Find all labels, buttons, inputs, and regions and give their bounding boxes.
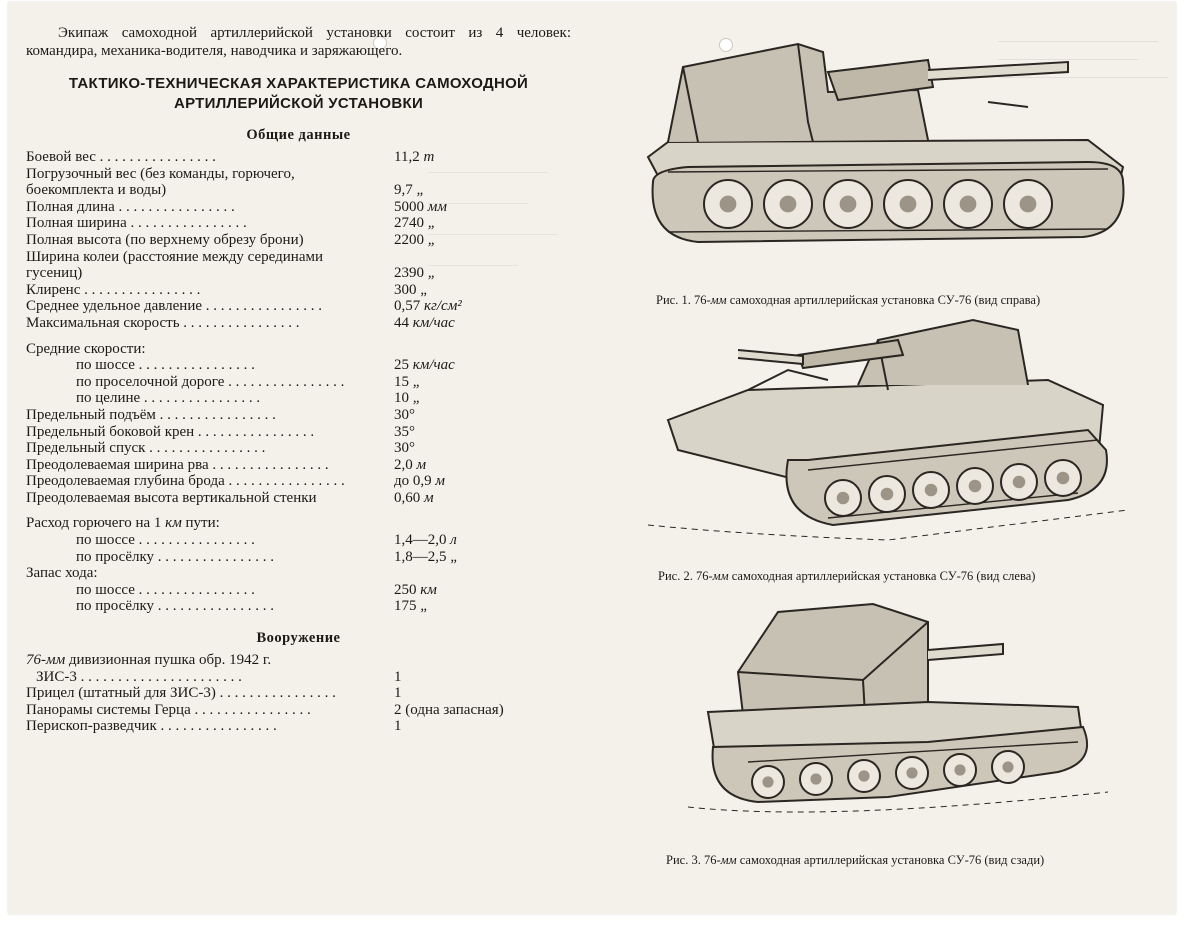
fuel-specs (26, 532, 571, 565)
spec-label: Ширина колеи (расстояние между серединами гусениц) (26, 248, 323, 282)
spec-row (26, 282, 571, 299)
spec-row (26, 298, 571, 315)
wheel-hub (969, 480, 982, 493)
wheel-hub (1013, 476, 1026, 489)
spec-value: 175 „ (394, 598, 429, 615)
speed-row (26, 390, 571, 407)
fuel-heading: Расход горючего на 1 км пути: (26, 515, 220, 532)
spec-label: Прицел (штатный для ЗИС-3) . . . . . . . . . . . . . . . . (26, 685, 336, 702)
spec-label: по проселочной дороге . . . . . . . . . . . . . . . . (76, 373, 345, 390)
terrain-row (26, 473, 571, 490)
terrain-row (26, 457, 571, 474)
gun-row-2: ЗИС-3 . . . . . . . . . . . . . . . . . . . . . . 1 (36, 668, 402, 685)
speed-row (26, 357, 571, 374)
spec-value: 35° (394, 423, 415, 440)
spec-label: по просёлку . . . . . . . . . . . . . . . . (76, 598, 275, 615)
speed-specs (26, 357, 571, 407)
spec-label: Преодолеваемая глубина брода . . . . . . . . . . . . . . . . (26, 473, 345, 490)
wheel-hub (762, 776, 773, 787)
spec-row (26, 315, 571, 332)
wheel-hub (720, 196, 737, 213)
wheel-hub (1020, 196, 1037, 213)
section-title: ТАКТИКО-ТЕХНИЧЕСКАЯ ХАРАКТЕРИСТИКА САМОХОДНОЙ АРТИЛЛЕРИЙСКОЙ УСТАНОВКИ (68, 75, 529, 112)
spec-value: 30° (394, 440, 415, 457)
figure-2-caption: Рис. 2. 76-мм самоходная артиллерийская установка СУ-76 (вид слева) (658, 569, 1036, 583)
spec-value: 2740 „ (394, 215, 437, 232)
figure-1-tank-right-view (628, 32, 1148, 272)
spec-label: Предельный боковой крен . . . . . . . . . . . . . . . . (26, 423, 315, 440)
spec-label: Полная высота (по верхнему обрезу брони) (26, 231, 304, 248)
spec-value: 1,4—2,0 л (394, 532, 457, 549)
armament-row (26, 702, 571, 719)
spec-label: Полная длина . . . . . . . . . . . . . . . . (26, 198, 235, 215)
spec-value: 1,8—2,5 „ (394, 548, 459, 565)
spec-value: до 0,9 м (394, 473, 445, 490)
spec-value: 300 „ (394, 281, 429, 298)
spec-value: 2200 „ (394, 231, 437, 248)
general-specs (26, 149, 571, 332)
terrain-row (26, 424, 571, 441)
spec-label: по шоссе . . . . . . . . . . . . . . . . (76, 357, 255, 374)
spec-label: Преодолеваемая высота вертикальной стенки (26, 489, 317, 506)
spec-label: по шоссе . . . . . . . . . . . . . . . . (76, 532, 255, 549)
wheel-hub (1002, 761, 1013, 772)
spec-label: по целине . . . . . . . . . . . . . . . . (76, 390, 261, 407)
speed-row (26, 374, 571, 391)
armament-row (26, 718, 571, 735)
wheel-hub (960, 196, 977, 213)
spec-label: Предельный подъём . . . . . . . . . . . . . . . . (26, 406, 276, 423)
wheel-hub (906, 767, 917, 778)
spec-value: 250 км (394, 581, 437, 598)
spec-row (26, 215, 571, 232)
speeds-heading: Средние скорости: (26, 340, 146, 357)
range-row (26, 598, 571, 615)
spec-value: 1 (394, 685, 402, 702)
spec-row (26, 199, 571, 216)
wheel-hub (925, 484, 938, 497)
spec-label: Боевой вес . . . . . . . . . . . . . . . . (26, 149, 216, 165)
armament-row (26, 685, 571, 702)
range-specs (26, 582, 571, 615)
spec-label: Максимальная скорость . . . . . . . . . . . . . . . . (26, 314, 300, 331)
terrain-row (26, 407, 571, 424)
spec-value: 2390 „ (394, 265, 437, 282)
terrain-row (26, 490, 571, 507)
spec-value: 0,60 м (394, 489, 434, 506)
wheel-hub (780, 196, 797, 213)
spec-value: 30° (394, 406, 415, 423)
general-heading: Общие данные (246, 127, 351, 143)
spec-value: 2,0 м (394, 456, 427, 473)
document-page (8, 2, 1176, 914)
spec-value: 2 (одна запасная) (394, 701, 504, 718)
spec-label: Клиренс . . . . . . . . . . . . . . . . (26, 281, 201, 298)
armament-heading: Вооружение (256, 630, 341, 647)
spec-label: Погрузочный вес (без команды, горючего, боекомплекта и воды) (26, 165, 295, 199)
spec-label: Панорамы системы Герца . . . . . . . . . . . . . . . . (26, 701, 311, 718)
range-heading: Запас хода: (26, 565, 98, 582)
figure-3-tank-rear-view (628, 592, 1148, 832)
spec-row (26, 149, 571, 166)
figure-1-caption: Рис. 1. 76-мм самоходная артиллерийская установка СУ-76 (вид справа) (656, 293, 1041, 307)
spec-label: по просёлку . . . . . . . . . . . . . . . . (76, 548, 275, 565)
gun-row: 76-мм дивизионная пушка обр. 1942 г. (26, 652, 272, 669)
spec-label: Среднее удельное давление . . . . . . . . . . . . . . . . (26, 298, 323, 315)
wheel-hub (858, 770, 869, 781)
spec-label: Полная ширина . . . . . . . . . . . . . . . . (26, 215, 247, 232)
wheel-hub (840, 196, 857, 213)
figure-2-tank-left-view (628, 310, 1148, 560)
spec-value: 10 „ (394, 390, 422, 407)
terrain-specs (26, 407, 571, 507)
terrain-row (26, 440, 571, 457)
armament-specs (26, 685, 571, 735)
spec-row (26, 232, 571, 249)
specs-column (26, 24, 571, 735)
spec-label: Преодолеваемая ширина рва . . . . . . . . . . . . . . . . (26, 456, 329, 473)
spec-label: Перископ-разведчик . . . . . . . . . . . . . . . . (26, 718, 277, 735)
spec-value: 11,2 т (394, 149, 435, 165)
spec-value: 15 „ (394, 373, 422, 390)
spec-value: 9,7 „ (394, 182, 425, 199)
wheel-hub (837, 492, 850, 505)
spec-value: 1 (394, 718, 402, 735)
fuel-row (26, 532, 571, 549)
spec-row (26, 166, 571, 199)
spec-value: 44 км/час (394, 314, 455, 331)
wheel-hub (810, 773, 821, 784)
wheel-hub (900, 196, 917, 213)
range-row (26, 582, 571, 599)
spec-value: 25 км/час (394, 357, 455, 374)
spec-row (26, 249, 571, 282)
wheel-hub (954, 764, 965, 775)
fuel-row (26, 549, 571, 566)
wheel-hub (1057, 472, 1070, 485)
spec-label: по шоссе . . . . . . . . . . . . . . . . (76, 581, 255, 598)
wheel-hub (881, 488, 894, 501)
crew-intro: Экипаж самоходной артиллерийской установки состоит из 4 человек: командира, механика-водителя, наводчика и заряжающего. (26, 25, 571, 59)
spec-value: 5000 мм (394, 198, 447, 215)
spec-label: Предельный спуск . . . . . . . . . . . . . . . . (26, 440, 266, 457)
spec-value: 0,57 кг/см² (394, 298, 462, 315)
figure-3-caption: Рис. 3. 76-мм самоходная артиллерийская установка СУ-76 (вид сзади) (666, 853, 1045, 867)
